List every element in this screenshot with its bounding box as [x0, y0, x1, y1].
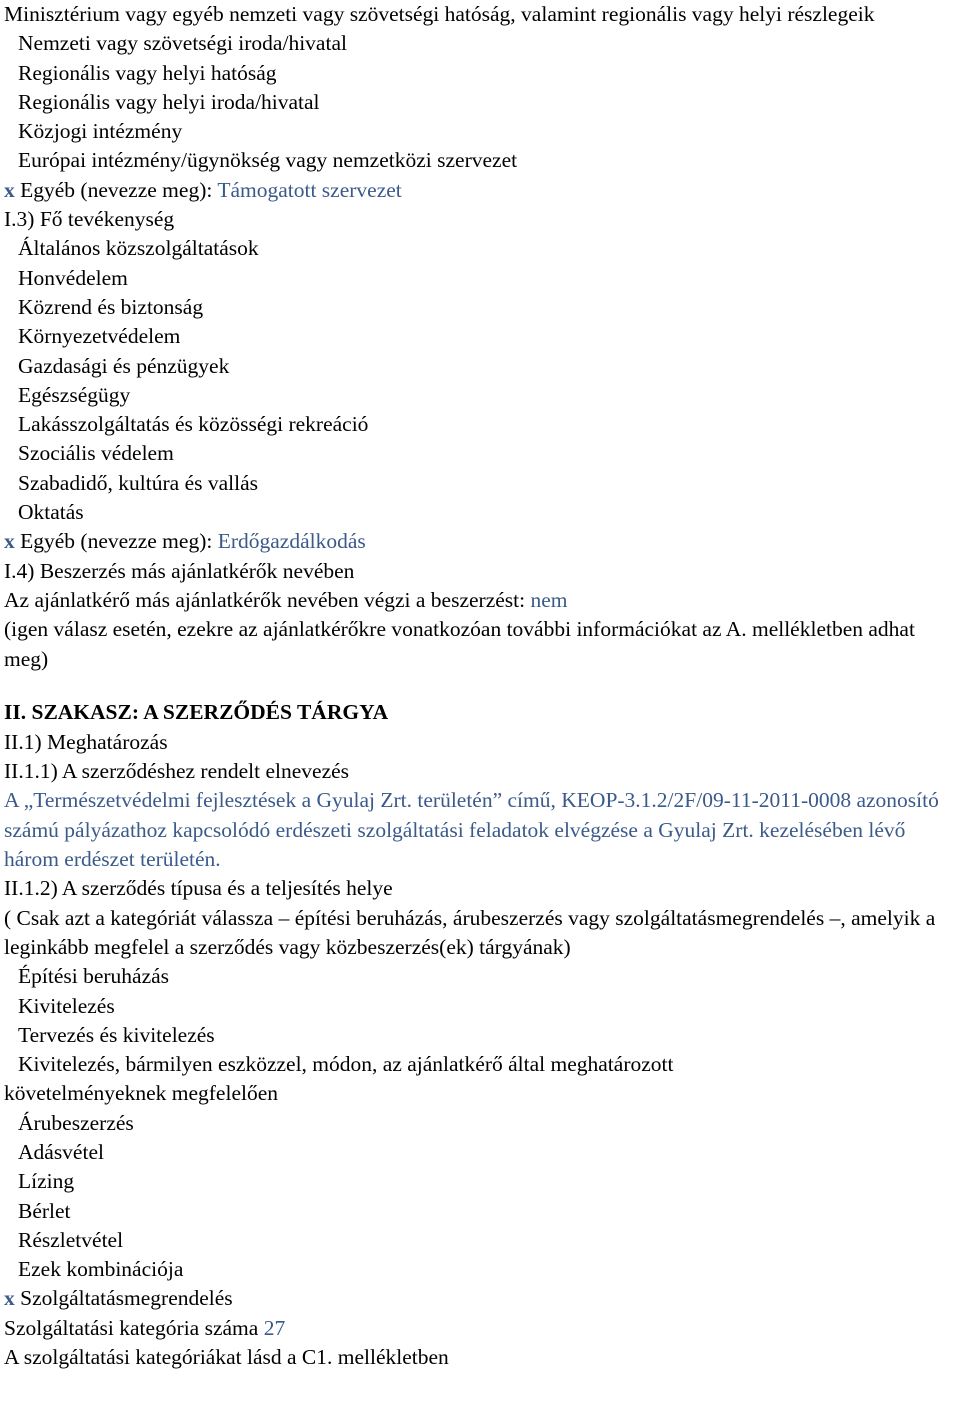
section-title: II. SZAKASZ: A SZERZŐDÉS TÁRGYA — [4, 699, 389, 724]
procurement-on-behalf-heading: I.4) Beszerzés más ajánlatkérők nevében — [4, 558, 355, 583]
subsection-definition: II.1) Meghatározás — [4, 729, 168, 754]
option-services — [4, 1284, 956, 1313]
option-european-institution: Európai intézmény/ügynökség vagy nemzetközi szervezet — [18, 148, 518, 173]
service-category-note: A szolgáltatási kategóriákat lásd a C1. mellékletben — [4, 1345, 449, 1370]
option-regional-authority: Regionális vagy helyi hatóság — [18, 60, 277, 85]
option-supplies: Árubeszerzés — [18, 1110, 134, 1135]
main-activity-heading: I.3) Fő tevékenység — [4, 207, 175, 232]
activity-option: Szabadidő, kultúra és vallás — [18, 470, 259, 495]
service-category-value: 27 — [263, 1315, 286, 1340]
service-category — [4, 1314, 956, 1343]
option-combination: Ezek kombinációja — [18, 1257, 184, 1282]
activity-option: Szociális védelem — [18, 441, 174, 466]
activity-option: Egészségügy — [18, 382, 131, 407]
subsection-contract-name: II.1.1) A szerződéshez rendelt elnevezés — [4, 759, 350, 784]
checked-mark: x — [4, 529, 15, 554]
option-construction: Építési beruházás — [18, 964, 170, 989]
option-execution: Kivitelezés — [18, 993, 115, 1018]
activity-option: Oktatás — [18, 500, 84, 525]
procurement-on-behalf-question — [4, 586, 956, 615]
activity-option: Lakásszolgáltatás és közösségi rekreáció — [18, 412, 369, 437]
services-label: Szolgáltatásmegrendelés — [20, 1286, 233, 1311]
contract-type-instruction: ( Csak azt a kategóriát válassza – építési beruházás, árubeszerzés vagy szolgáltatásmegrendelés –, amelyik a leginkább megfelel a szerződés vagy közbeszerzés(ek) tárgyának) — [4, 905, 936, 959]
checked-mark: x — [4, 177, 15, 202]
other-value: Erdőgazdálkodás — [217, 529, 366, 554]
option-purchase: Adásvétel — [18, 1139, 104, 1164]
question-text: Az ajánlatkérő más ajánlatkérők nevében végzi a beszerzést: — [4, 587, 531, 612]
question-answer: nem — [530, 587, 568, 612]
activity-option: Gazdasági és pénzügyek — [18, 353, 230, 378]
option-rental: Bérlet — [18, 1198, 71, 1223]
procurement-note: (igen válasz esetén, ezekre az ajánlatkérőkre vonatkozóan további információkat az A. mellékletben adhat meg) — [4, 617, 915, 671]
authority-options — [4, 29, 956, 205]
subsection-contract-type: II.1.2) A szerződés típusa és a teljesítés helye — [4, 876, 393, 901]
option-other-activity — [4, 527, 956, 556]
other-value: Támogatott szervezet — [217, 177, 402, 202]
activity-option: Honvédelem — [18, 265, 128, 290]
option-execution-any-means: Kivitelezés, bármilyen eszközzel, módon, az ajánlatkérő által meghatározott — [18, 1052, 674, 1077]
other-label: Egyéb (nevezze meg): — [20, 529, 218, 554]
main-activity-options — [4, 234, 956, 556]
activity-option: Közrend és biztonság — [18, 294, 204, 319]
authority-type-line: Minisztérium vagy egyéb nemzeti vagy szövetségi hatóság, valamint regionális vagy helyi részlegeik — [4, 2, 875, 26]
option-lease: Lízing — [18, 1169, 75, 1194]
option-regional-office: Regionális vagy helyi iroda/hivatal — [18, 89, 320, 114]
option-national-office: Nemzeti vagy szövetségi iroda/hivatal — [18, 31, 347, 56]
contract-title-value: A „Természetvédelmi fejlesztések a Gyulaj Zrt. területén” című, KEOP-3.1.2/2F/09-11-2011-0008 azonosító számú pályázathoz kapcsolódó erdészeti szolgáltatási feladatok elvégzése a Gyulaj Zrt. kezelésében lévő három erdészet területén. — [4, 788, 939, 872]
activity-option: Környezetvédelem — [18, 324, 181, 349]
option-execution-any-means-cont: követelményeknek megfelelően — [4, 1081, 279, 1106]
service-category-label: Szolgáltatási kategória száma — [4, 1315, 264, 1340]
contract-type-options — [4, 962, 956, 1314]
option-other-authority — [4, 176, 956, 205]
option-hire-purchase: Részletvétel — [18, 1227, 124, 1252]
checked-mark: x — [4, 1286, 15, 1311]
option-design-execution: Tervezés és kivitelezés — [18, 1022, 215, 1047]
option-public-body: Közjogi intézmény — [18, 119, 183, 144]
other-label: Egyéb (nevezze meg): — [20, 177, 218, 202]
activity-option: Általános közszolgáltatások — [18, 236, 259, 261]
